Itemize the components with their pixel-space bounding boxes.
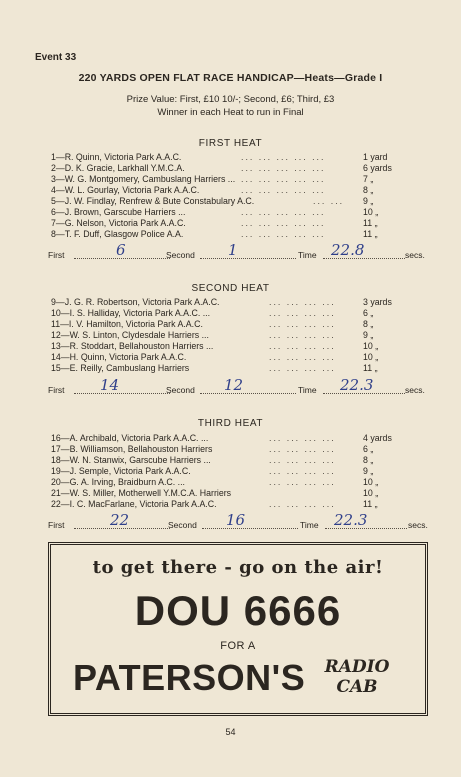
entry-row: [51, 433, 403, 444]
prize-info: [0, 93, 461, 119]
entry-name: 9—J. G. R. Robertson, Victoria Park A.A.C.: [51, 297, 220, 307]
first-result: 6: [116, 241, 126, 259]
leader-dots: ... ... ... ... ...: [241, 218, 326, 228]
entry-handicap: 3 yards: [363, 297, 392, 307]
leader-dots: ... ... ... ...: [269, 352, 336, 362]
entry-handicap: 7 „: [363, 174, 374, 184]
entry-row: [51, 174, 403, 185]
entry-row: [51, 185, 403, 196]
entry-handicap: 9 „: [363, 466, 374, 476]
second-line: [200, 257, 296, 259]
entry-name: 6—J. Brown, Garscube Harriers ...: [51, 207, 186, 217]
second-result: 12: [224, 376, 244, 394]
entry-row: [51, 196, 403, 207]
leader-dots: ... ... ... ... ...: [241, 207, 326, 217]
entry-row: [51, 163, 403, 174]
entry-handicap: 8 „: [363, 455, 374, 465]
leader-dots: ... ... ... ...: [269, 477, 336, 487]
entry-row: [51, 308, 403, 319]
entry-name: 4—W. L. Gourlay, Victoria Park A.A.C.: [51, 185, 200, 195]
leader-dots: ... ... ... ...: [269, 330, 336, 340]
ad-for-a: FOR A: [220, 640, 256, 652]
entry-name: 1—R. Quinn, Victoria Park A.A.C.: [51, 152, 182, 162]
leader-dots: ... ... ... ... ...: [241, 229, 326, 239]
time-label: Time: [298, 385, 317, 395]
entry-name: 5—J. W. Findlay, Renfrew & Bute Constabulary A.C.: [51, 196, 255, 206]
entry-handicap: 11 „: [363, 499, 378, 509]
leader-dots: ... ... ... ...: [269, 444, 336, 454]
time-result: 22.3: [334, 511, 368, 529]
entry-name: 17—B. Williamson, Bellahouston Harriers: [51, 444, 213, 454]
entry-handicap: 8 „: [363, 319, 374, 329]
entry-name: 3—W. G. Montgomery, Cambuslang Harriers ...: [51, 174, 236, 184]
entry-name: 16—A. Archibald, Victoria Park A.A.C. ...: [51, 433, 209, 443]
entry-handicap: 9 „: [363, 330, 374, 340]
entry-handicap: 6 „: [363, 444, 374, 454]
entry-name: 14—H. Quinn, Victoria Park A.A.C.: [51, 352, 187, 362]
secs-label: secs.: [405, 385, 425, 395]
entry-row: [51, 297, 403, 308]
entry-handicap: 6 „: [363, 308, 374, 318]
entry-handicap: 11 „: [363, 218, 378, 228]
entry-handicap: 8 „: [363, 185, 374, 195]
leader-dots: ... ... ... ...: [269, 319, 336, 329]
ad-service: [307, 657, 407, 697]
entry-row: [51, 341, 403, 352]
leader-dots: ... ... ... ...: [269, 433, 336, 443]
second-label: Second: [166, 250, 195, 260]
second-label: Second: [166, 385, 195, 395]
secs-label: secs.: [408, 520, 428, 530]
time-result: 22.8: [331, 241, 365, 259]
entry-row: [51, 330, 403, 341]
entry-row: [51, 488, 403, 499]
time-label: Time: [298, 250, 317, 260]
heat-title: FIRST HEAT: [198, 138, 263, 149]
leader-dots: ... ... ... ...: [269, 466, 336, 476]
leader-dots: ... ... ... ...: [269, 297, 336, 307]
race-title: 220 YARDS OPEN FLAT RACE HANDICAP—Heats—Grade I: [78, 72, 383, 84]
second-line: [202, 527, 298, 529]
leader-dots: ... ... ... ... ...: [241, 152, 326, 162]
entry-handicap: 6 yards: [363, 163, 392, 173]
second-line: [200, 392, 296, 394]
entry-row: [51, 477, 403, 488]
entry-handicap: 10 „: [363, 488, 379, 498]
leader-dots: ... ... ... ...: [269, 363, 336, 373]
first-line: [74, 392, 170, 394]
second-label: Second: [168, 520, 197, 530]
entry-name: 11—I. V. Hamilton, Victoria Park A.A.C.: [51, 319, 203, 329]
page-number: 54: [225, 727, 236, 737]
entry-name: 20—G. A. Irving, Braidburn A.C. ...: [51, 477, 185, 487]
entry-row: [51, 207, 403, 218]
entry-name: 2—D. K. Gracie, Larkhall Y.M.C.A.: [51, 163, 185, 173]
entry-row: [51, 444, 403, 455]
leader-dots: ... ... ... ...: [269, 455, 336, 465]
first-label: First: [48, 385, 65, 395]
entry-handicap: 10 „: [363, 352, 379, 362]
entry-name: 12—W. S. Linton, Clydesdale Harriers ...: [51, 330, 209, 340]
heat-result: [48, 242, 430, 262]
ad-tagline: to get there - go on the air!: [92, 557, 384, 578]
leader-dots: ... ...: [313, 196, 345, 206]
second-result: 1: [228, 241, 238, 259]
ad-service-line1: RADIO: [324, 657, 390, 677]
time-label: Time: [300, 520, 319, 530]
first-result: 14: [100, 376, 120, 394]
entry-name: 10—I. S. Halliday, Victoria Park A.A.C. ...: [51, 308, 211, 318]
secs-label: secs.: [405, 250, 425, 260]
prize-line: Prize Value: First, £10 10/-; Second, £6; Third, £3: [126, 94, 335, 105]
heat-title: THIRD HEAT: [197, 418, 264, 429]
entry-handicap: 4 yards: [363, 433, 392, 443]
ad-phone-number: DOU 6666: [134, 587, 342, 634]
entry-row: [51, 466, 403, 477]
entry-name: 15—E. Reilly, Cambuslang Harriers: [51, 363, 190, 373]
entry-row: [51, 352, 403, 363]
entry-handicap: 11 „: [363, 363, 378, 373]
first-label: First: [48, 520, 65, 530]
entry-handicap: 9 „: [363, 196, 374, 206]
leader-dots: ... ... ... ... ...: [241, 174, 326, 184]
leader-dots: ... ... ... ... ...: [241, 163, 326, 173]
entry-handicap: 10 „: [363, 477, 379, 487]
leader-dots: ... ... ... ...: [269, 341, 336, 351]
first-result: 22: [110, 511, 130, 529]
entry-name: 18—W. N. Stanwix, Garscube Harriers ...: [51, 455, 211, 465]
entry-name: 13—R. Stoddart, Bellahouston Harriers ...: [51, 341, 214, 351]
entry-handicap: 11 „: [363, 229, 378, 239]
entry-row: [51, 363, 403, 374]
entry-row: [51, 455, 403, 466]
leader-dots: ... ... ... ...: [269, 308, 336, 318]
entry-row: [51, 499, 403, 510]
leader-dots: ... ... ... ...: [269, 499, 336, 509]
entry-name: 21—W. S. Miller, Motherwell Y.M.C.A. Harriers: [51, 488, 232, 498]
ad-company-name: PATERSON'S: [73, 657, 306, 698]
heat-result: [48, 512, 430, 532]
entry-row: [51, 218, 403, 229]
event-number: Event 33: [35, 52, 77, 63]
ad-service-line2: CAB: [336, 677, 378, 697]
entry-handicap: 10 „: [363, 207, 379, 217]
advertisement: [48, 542, 428, 716]
second-result: 16: [226, 511, 246, 529]
entry-handicap: 10 „: [363, 341, 379, 351]
entry-row: [51, 319, 403, 330]
entry-name: 7—G. Nelson, Victoria Park A.A.C.: [51, 218, 186, 228]
qualify-line: Winner in each Heat to run in Final: [157, 107, 304, 118]
entry-name: 22—I. C. MacFarlane, Victoria Park A.A.C.: [51, 499, 217, 509]
entry-name: 19—J. Semple, Victoria Park A.A.C.: [51, 466, 191, 476]
entry-name: 8—T. F. Duff, Glasgow Police A.A.: [51, 229, 184, 239]
entry-row: [51, 152, 403, 163]
heat-result: [48, 377, 430, 397]
entry-row: [51, 229, 403, 240]
heat-title: SECOND HEAT: [191, 283, 270, 294]
leader-dots: ... ... ... ... ...: [241, 185, 326, 195]
entry-handicap: 1 yard: [363, 152, 388, 162]
first-label: First: [48, 250, 65, 260]
time-result: 22.3: [340, 376, 374, 394]
